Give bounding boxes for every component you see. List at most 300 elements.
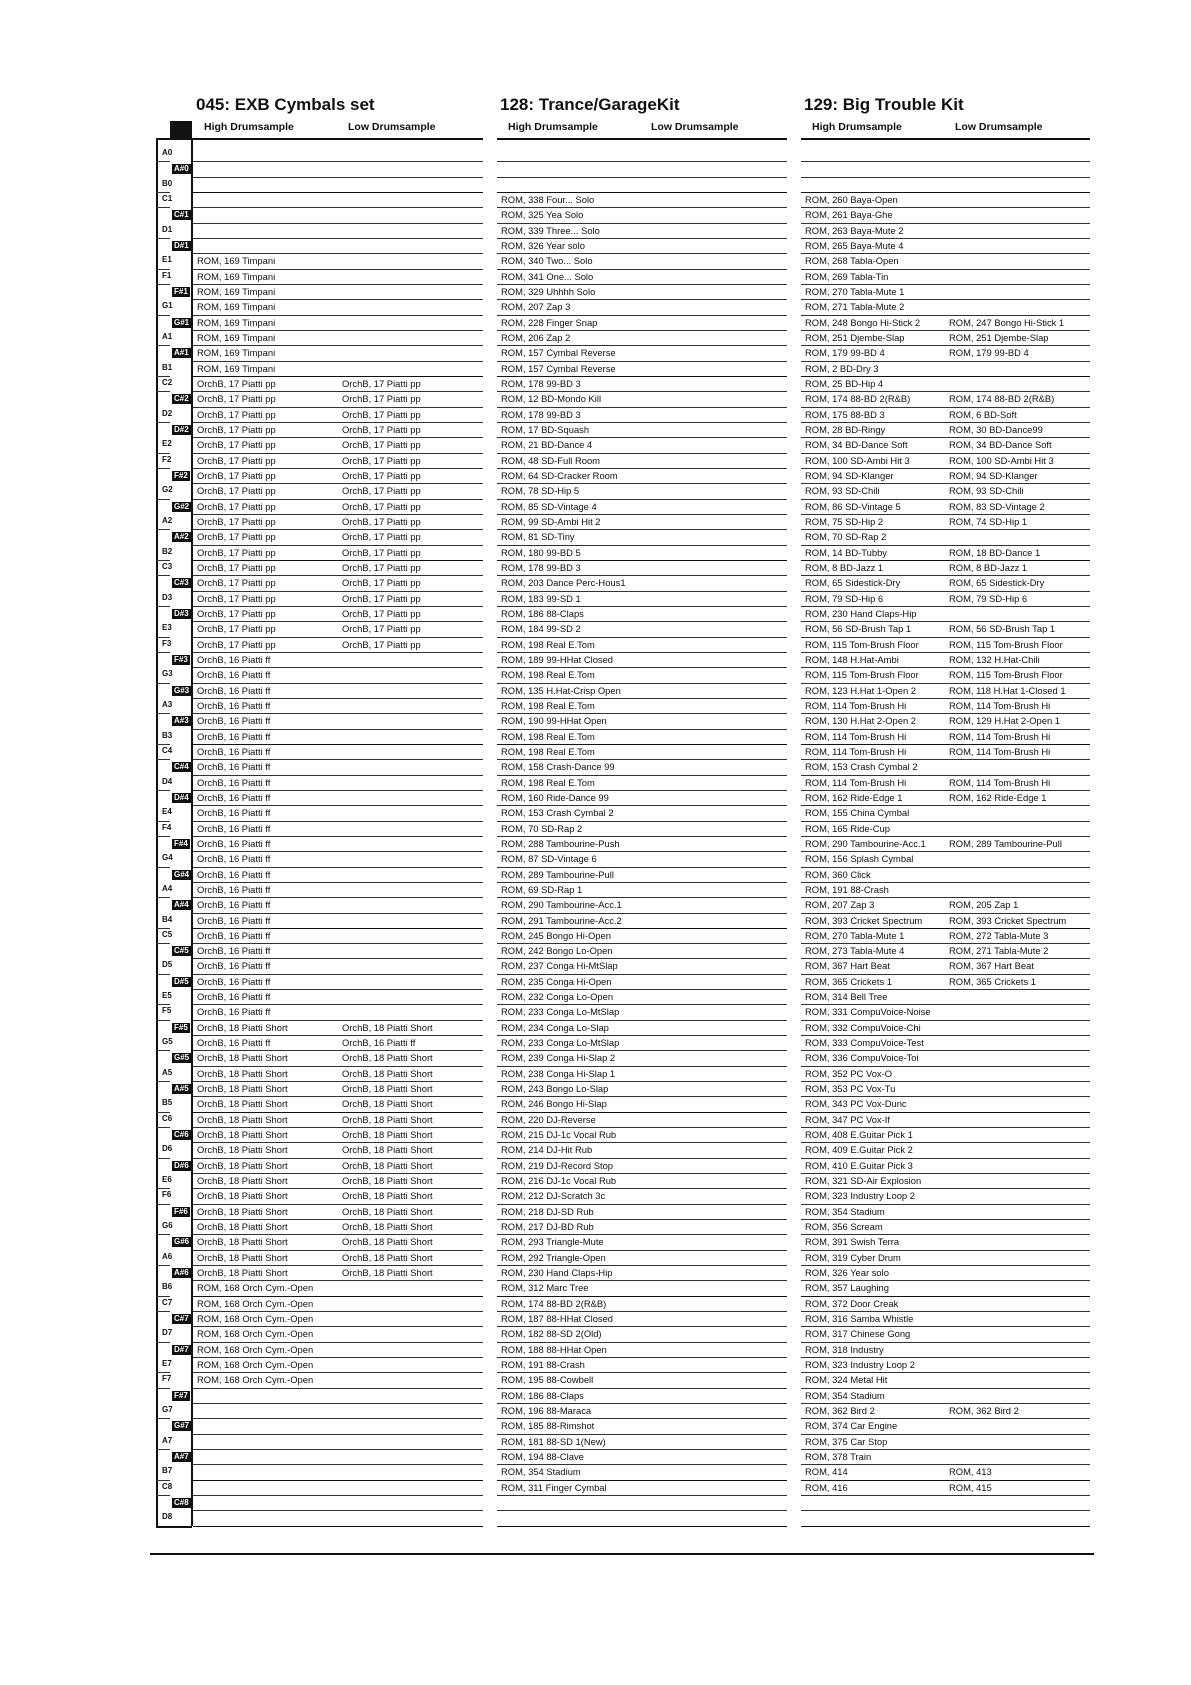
high-drumsample-cell: ROM, 115 Tom-Brush Floor [805, 638, 919, 650]
high-drumsample-cell: ROM, 354 Stadium [501, 1466, 581, 1478]
row-separator [801, 1510, 1090, 1511]
high-drumsample-cell: OrchB, 17 Piatti pp [197, 546, 276, 558]
key-separator [156, 652, 170, 653]
high-drumsample-cell: OrchB, 16 Piatti ff [197, 791, 271, 803]
row-separator [193, 591, 483, 592]
row-separator [193, 376, 483, 377]
key-label: F7 [162, 1374, 172, 1384]
key-label: D#2 [174, 424, 189, 434]
row-separator [801, 529, 1090, 530]
low-drumsample-cell: ROM, 162 Ride-Edge 1 [949, 791, 1047, 803]
row-separator [801, 422, 1090, 423]
low-drumsample-header: Low Drumsample [651, 121, 739, 133]
high-drumsample-cell: ROM, 56 SD-Brush Tap 1 [805, 623, 912, 635]
row-separator [497, 161, 787, 162]
row-separator [497, 1158, 787, 1159]
high-drumsample-cell: ROM, 239 Conga Hi-Slap 2 [501, 1052, 616, 1064]
key-label: D#4 [174, 792, 189, 802]
row-separator [497, 1020, 787, 1021]
key-label: G#1 [174, 317, 190, 327]
row-separator [193, 238, 483, 239]
row-separator [801, 1495, 1090, 1496]
row-separator [497, 1372, 787, 1373]
high-drumsample-cell: ROM, 198 Real E.Tom [501, 699, 595, 711]
high-drumsample-cell: ROM, 187 88-HHat Closed [501, 1313, 614, 1325]
high-drumsample-cell: ROM, 316 Samba Whistle [805, 1313, 914, 1325]
key-label: B2 [162, 546, 173, 556]
footer-rule [150, 1553, 1094, 1555]
row-separator [497, 422, 787, 423]
key-label: C5 [162, 929, 173, 939]
key-separator [156, 192, 170, 193]
row-separator [801, 805, 1090, 806]
low-drumsample-cell: ROM, 272 Tabla-Mute 3 [949, 929, 1049, 941]
row-separator [193, 1342, 483, 1343]
high-drumsample-header: High Drumsample [508, 121, 598, 133]
high-drumsample-cell: ROM, 70 SD-Rap 2 [805, 531, 887, 543]
high-drumsample-cell: ROM, 339 Three... Solo [501, 224, 600, 236]
row-separator [193, 499, 483, 500]
row-separator [801, 713, 1090, 714]
key-label: C7 [162, 1297, 173, 1307]
row-separator [497, 790, 787, 791]
high-drumsample-cell: ROM, 203 Dance Perc-Hous1 [501, 577, 626, 589]
key-separator [156, 391, 170, 392]
high-drumsample-cell: ROM, 207 Zap 3 [805, 899, 875, 911]
high-drumsample-cell: ROM, 169 Timpani [197, 255, 276, 267]
high-drumsample-cell: ROM, 114 Tom-Brush Hi [805, 699, 907, 711]
row-separator [193, 1234, 483, 1235]
key-separator [156, 790, 170, 791]
low-drumsample-cell: ROM, 6 BD-Soft [949, 408, 1017, 420]
row-separator [497, 1280, 787, 1281]
keyboard-bottom-rule [156, 1526, 192, 1528]
key-label: C#2 [174, 394, 189, 404]
high-drumsample-cell: ROM, 214 DJ-Hit Rub [501, 1144, 593, 1156]
high-drumsample-cell: ROM, 215 DJ-1c Vocal Rub [501, 1129, 617, 1141]
high-drumsample-cell: OrchB, 16 Piatti ff [197, 975, 271, 987]
row-separator [497, 238, 787, 239]
low-drumsample-cell: OrchB, 17 Piatti pp [342, 531, 421, 543]
row-separator [497, 407, 787, 408]
low-drumsample-cell: ROM, 129 H.Hat 2-Open 1 [949, 715, 1060, 727]
row-separator [193, 483, 483, 484]
high-drumsample-cell: ROM, 326 Year solo [805, 1267, 889, 1279]
key-separator [156, 1311, 170, 1312]
low-drumsample-cell: ROM, 94 SD-Klanger [949, 469, 1038, 481]
high-drumsample-cell: ROM, 360 Click [805, 868, 871, 880]
low-drumsample-cell: OrchB, 17 Piatti pp [342, 485, 421, 497]
row-separator [193, 422, 483, 423]
row-separator [193, 1372, 483, 1373]
key-label: A#4 [174, 900, 189, 910]
low-drumsample-cell: ROM, 114 Tom-Brush Hi [949, 776, 1051, 788]
row-separator [801, 1020, 1090, 1021]
high-drumsample-cell: ROM, 343 PC Vox-Dunc [805, 1098, 907, 1110]
row-separator [497, 1081, 787, 1082]
row-separator [193, 759, 483, 760]
high-drumsample-cell: OrchB, 17 Piatti pp [197, 638, 276, 650]
row-separator [497, 591, 787, 592]
key-label: B0 [162, 178, 173, 188]
high-drumsample-cell: ROM, 188 88-HHat Open [501, 1343, 607, 1355]
high-drumsample-cell: ROM, 323 Industry Loop 2 [805, 1190, 915, 1202]
row-separator [193, 1434, 483, 1435]
high-drumsample-cell: ROM, 148 H.Hat-Ambi [805, 653, 899, 665]
key-label: A#0 [174, 164, 189, 174]
high-drumsample-cell: ROM, 414 [805, 1466, 848, 1478]
row-separator [193, 391, 483, 392]
high-drumsample-cell: ROM, 81 SD-Tiny [501, 531, 575, 543]
key-separator [156, 1158, 170, 1159]
key-label: C#1 [174, 210, 189, 220]
row-separator [801, 1464, 1090, 1465]
high-drumsample-cell: ROM, 175 88-BD 3 [805, 408, 885, 420]
row-separator [497, 851, 787, 852]
row-separator [801, 177, 1090, 178]
row-separator [801, 1219, 1090, 1220]
row-separator [801, 1434, 1090, 1435]
row-separator [497, 821, 787, 822]
high-drumsample-cell: ROM, 326 Year solo [501, 239, 585, 251]
row-separator [801, 1142, 1090, 1143]
high-drumsample-cell: OrchB, 16 Piatti ff [197, 883, 271, 895]
high-drumsample-cell: ROM, 158 Crash-Dance 99 [501, 761, 615, 773]
row-separator [497, 560, 787, 561]
row-separator [193, 698, 483, 699]
low-drumsample-cell: ROM, 115 Tom-Brush Floor [949, 638, 1063, 650]
low-drumsample-cell: ROM, 114 Tom-Brush Hi [949, 730, 1051, 742]
row-separator [801, 1265, 1090, 1266]
high-drumsample-cell: ROM, 362 Bird 2 [805, 1405, 875, 1417]
row-separator [497, 529, 787, 530]
row-separator [193, 775, 483, 776]
row-separator [801, 545, 1090, 546]
row-separator [193, 1403, 483, 1404]
key-label: B3 [162, 730, 173, 740]
low-drumsample-cell: ROM, 30 BD-Dance99 [949, 423, 1043, 435]
key-separator [156, 269, 170, 270]
high-drumsample-cell: ROM, 99 SD-Ambi Hit 2 [501, 515, 601, 527]
high-drumsample-cell: OrchB, 16 Piatti ff [197, 669, 271, 681]
high-drumsample-cell: ROM, 235 Conga Hi-Open [501, 975, 612, 987]
high-drumsample-cell: ROM, 416 [805, 1481, 848, 1493]
row-separator [497, 1388, 787, 1389]
row-separator [497, 928, 787, 929]
high-drumsample-cell: OrchB, 17 Piatti pp [197, 623, 276, 635]
high-drumsample-cell: OrchB, 17 Piatti pp [197, 577, 276, 589]
key-separator [156, 529, 170, 530]
high-drumsample-cell: ROM, 263 Baya-Mute 2 [805, 224, 904, 236]
key-label: E3 [162, 623, 172, 633]
low-drumsample-cell: OrchB, 17 Piatti pp [342, 561, 421, 573]
high-drumsample-cell: ROM, 325 Yea Solo [501, 209, 584, 221]
row-separator [801, 667, 1090, 668]
key-label: C4 [162, 745, 173, 755]
row-separator [497, 1204, 787, 1205]
row-separator [801, 253, 1090, 254]
row-separator [497, 1234, 787, 1235]
high-drumsample-cell: ROM, 169 Timpani [197, 301, 276, 313]
row-separator [801, 1112, 1090, 1113]
high-drumsample-cell: ROM, 153 Crash Cymbal 2 [501, 807, 614, 819]
row-separator [193, 1219, 483, 1220]
low-drumsample-cell: OrchB, 17 Piatti pp [342, 408, 421, 420]
low-drumsample-cell: OrchB, 18 Piatti Short [342, 1190, 433, 1202]
high-drumsample-cell: ROM, 293 Triangle-Mute [501, 1236, 604, 1248]
row-separator [193, 1004, 483, 1005]
high-drumsample-cell: ROM, 195 88-Cowbell [501, 1374, 594, 1386]
key-separator [156, 1388, 170, 1389]
high-drumsample-cell: ROM, 356 Scream [805, 1221, 883, 1233]
key-label: A0 [162, 148, 173, 157]
high-drumsample-cell: ROM, 329 Uhhhh Solo [501, 285, 596, 297]
row-separator [193, 621, 483, 622]
row-separator [193, 1311, 483, 1312]
high-drumsample-cell: ROM, 265 Baya-Mute 4 [805, 239, 904, 251]
low-drumsample-cell: ROM, 56 SD-Brush Tap 1 [949, 623, 1056, 635]
row-separator [801, 299, 1090, 300]
row-separator [497, 775, 787, 776]
row-separator [497, 1050, 787, 1051]
row-separator [193, 1204, 483, 1205]
high-drumsample-cell: ROM, 198 Real E.Tom [501, 730, 595, 742]
row-separator [497, 1142, 787, 1143]
key-label: G5 [162, 1037, 173, 1047]
key-separator [156, 897, 170, 898]
row-separator [497, 1311, 787, 1312]
row-separator [801, 514, 1090, 515]
row-separator [497, 468, 787, 469]
key-label: C#6 [174, 1130, 189, 1140]
key-label: C2 [162, 377, 173, 387]
key-label: D4 [162, 776, 173, 786]
low-drumsample-cell: OrchB, 18 Piatti Short [342, 1052, 433, 1064]
row-separator [193, 637, 483, 638]
key-separator [156, 1449, 170, 1450]
row-separator [801, 1388, 1090, 1389]
high-drumsample-cell: ROM, 115 Tom-Brush Floor [805, 669, 919, 681]
row-separator [193, 361, 483, 362]
high-drumsample-cell: ROM, 75 SD-Hip 2 [805, 515, 884, 527]
row-separator [193, 913, 483, 914]
key-separator [156, 713, 170, 714]
high-drumsample-cell: OrchB, 16 Piatti ff [197, 684, 271, 696]
row-separator [801, 683, 1090, 684]
row-separator [497, 729, 787, 730]
row-separator [801, 284, 1090, 285]
high-drumsample-cell: ROM, 8 BD-Jazz 1 [805, 561, 884, 573]
high-drumsample-cell: ROM, 323 Industry Loop 2 [805, 1359, 915, 1371]
high-drumsample-cell: ROM, 290 Tambourine-Acc.1 [805, 837, 926, 849]
high-drumsample-cell: ROM, 25 BD-Hip 4 [805, 377, 884, 389]
high-drumsample-cell: ROM, 409 E.Guitar Pick 2 [805, 1144, 913, 1156]
row-separator [497, 621, 787, 622]
key-separator [156, 238, 170, 239]
row-separator [801, 1311, 1090, 1312]
row-separator [801, 269, 1090, 270]
key-label: B4 [162, 914, 173, 924]
row-separator [193, 1480, 483, 1481]
high-drumsample-cell: OrchB, 18 Piatti Short [197, 1236, 288, 1248]
row-separator [497, 759, 787, 760]
row-separator [497, 805, 787, 806]
high-drumsample-cell: ROM, 160 Ride-Dance 99 [501, 791, 609, 803]
row-separator [801, 1066, 1090, 1067]
high-drumsample-cell: ROM, 157 Cymbal Reverse [501, 362, 616, 374]
high-drumsample-cell: ROM, 238 Conga Hi-Slap 1 [501, 1067, 616, 1079]
row-separator [193, 667, 483, 668]
key-label: A#1 [174, 348, 189, 358]
high-drumsample-cell: ROM, 347 PC Vox-If [805, 1113, 890, 1125]
row-separator [801, 575, 1090, 576]
high-drumsample-cell: ROM, 217 DJ-BD Rub [501, 1221, 594, 1233]
low-drumsample-cell: ROM, 118 H.Hat 1-Closed 1 [949, 684, 1066, 696]
low-drumsample-cell: ROM, 132 H.Hat-Chili [949, 653, 1040, 665]
low-drumsample-cell: OrchB, 17 Piatti pp [342, 638, 421, 650]
high-drumsample-cell: OrchB, 17 Piatti pp [197, 393, 276, 405]
key-label: G1 [162, 301, 173, 311]
row-separator [193, 223, 483, 224]
high-drumsample-cell: ROM, 319 Cyber Drum [805, 1251, 901, 1263]
row-separator [801, 1204, 1090, 1205]
high-drumsample-cell: ROM, 48 SD-Full Room [501, 454, 600, 466]
row-separator [801, 560, 1090, 561]
high-drumsample-cell: OrchB, 18 Piatti Short [197, 1098, 288, 1110]
key-label: A6 [162, 1251, 173, 1261]
high-drumsample-cell: ROM, 410 E.Guitar Pick 3 [805, 1159, 913, 1171]
high-drumsample-cell: ROM, 65 Sidestick-Dry [805, 577, 901, 589]
row-separator [193, 1296, 483, 1297]
key-label: E2 [162, 439, 172, 449]
row-separator [193, 284, 483, 285]
row-separator [497, 177, 787, 178]
low-drumsample-cell: OrchB, 18 Piatti Short [342, 1175, 433, 1187]
row-separator [801, 1449, 1090, 1450]
row-separator [801, 1280, 1090, 1281]
high-drumsample-cell: OrchB, 18 Piatti Short [197, 1175, 288, 1187]
high-drumsample-cell: ROM, 182 88-SD 2(Old) [501, 1328, 602, 1340]
low-drumsample-cell: ROM, 114 Tom-Brush Hi [949, 745, 1051, 757]
row-separator [497, 207, 787, 208]
key-label: D8 [162, 1512, 173, 1522]
key-label: F6 [162, 1190, 172, 1200]
row-separator [497, 1004, 787, 1005]
high-drumsample-cell: ROM, 332 CompuVoice-Chi [805, 1021, 921, 1033]
key-label: E5 [162, 991, 172, 1001]
high-drumsample-cell: ROM, 185 88-Rimshot [501, 1420, 595, 1432]
high-drumsample-cell: ROM, 93 SD-Chili [805, 485, 880, 497]
row-separator [801, 851, 1090, 852]
key-label: G#3 [174, 685, 190, 695]
high-drumsample-cell: ROM, 179 99-BD 4 [805, 347, 885, 359]
high-drumsample-cell: ROM, 260 Baya-Open [805, 193, 898, 205]
high-drumsample-cell: OrchB, 16 Piatti ff [197, 822, 271, 834]
row-separator [193, 207, 483, 208]
key-label: A7 [162, 1435, 173, 1445]
high-drumsample-cell: ROM, 198 Real E.Tom [501, 776, 595, 788]
row-separator [193, 1464, 483, 1465]
row-separator [193, 805, 483, 806]
high-drumsample-cell: ROM, 180 99-BD 5 [501, 546, 581, 558]
key-separator [156, 1265, 170, 1266]
high-drumsample-cell: OrchB, 18 Piatti Short [197, 1267, 288, 1279]
high-drumsample-cell: ROM, 216 DJ-1c Vocal Rub [501, 1175, 617, 1187]
low-drumsample-cell: ROM, 413 [949, 1466, 992, 1478]
high-drumsample-cell: OrchB, 18 Piatti Short [197, 1159, 288, 1171]
high-drumsample-cell: OrchB, 18 Piatti Short [197, 1190, 288, 1202]
high-drumsample-cell: OrchB, 17 Piatti pp [197, 531, 276, 543]
high-drumsample-cell: ROM, 273 Tabla-Mute 4 [805, 945, 905, 957]
key-label: D6 [162, 1144, 173, 1154]
high-drumsample-cell: ROM, 168 Orch Cym.-Open [197, 1313, 314, 1325]
high-drumsample-cell: ROM, 153 Crash Cymbal 2 [805, 761, 918, 773]
row-separator [497, 315, 787, 316]
high-drumsample-cell: ROM, 233 Conga Lo-MtSlap [501, 1037, 620, 1049]
key-label: C3 [162, 561, 173, 571]
row-separator [497, 1326, 787, 1327]
row-separator [193, 606, 483, 607]
row-separator [193, 1250, 483, 1251]
key-label: G4 [162, 853, 173, 863]
high-drumsample-cell: ROM, 198 Real E.Tom [501, 638, 595, 650]
key-separator [156, 1004, 170, 1005]
low-drumsample-cell: ROM, 114 Tom-Brush Hi [949, 699, 1051, 711]
key-separator [156, 759, 170, 760]
row-separator [497, 345, 787, 346]
high-drumsample-cell: ROM, 340 Two... Solo [501, 255, 593, 267]
high-drumsample-cell: ROM, 178 99-BD 3 [501, 377, 581, 389]
high-drumsample-cell: OrchB, 18 Piatti Short [197, 1113, 288, 1125]
high-drumsample-cell: ROM, 178 99-BD 3 [501, 561, 581, 573]
high-drumsample-cell: ROM, 261 Baya-Ghe [805, 209, 893, 221]
key-separator [156, 560, 170, 561]
key-separator [156, 1296, 170, 1297]
row-separator [801, 330, 1090, 331]
row-separator [801, 1296, 1090, 1297]
row-separator [193, 713, 483, 714]
high-drumsample-cell: ROM, 290 Tambourine-Acc.1 [501, 899, 622, 911]
low-drumsample-cell: ROM, 74 SD-Hip 1 [949, 515, 1028, 527]
row-separator [193, 453, 483, 454]
row-separator [497, 958, 787, 959]
high-drumsample-cell: ROM, 87 SD-Vintage 6 [501, 853, 597, 865]
key-label: E1 [162, 255, 172, 265]
high-drumsample-cell: ROM, 123 H.Hat 1-Open 2 [805, 684, 916, 696]
high-drumsample-cell: ROM, 17 BD-Squash [501, 423, 590, 435]
key-separator [156, 376, 170, 377]
key-separator [156, 1127, 170, 1128]
row-separator [801, 376, 1090, 377]
row-separator [193, 836, 483, 837]
key-label: B1 [162, 362, 173, 372]
high-drumsample-cell: ROM, 100 SD-Ambi Hit 3 [805, 454, 910, 466]
row-separator [801, 698, 1090, 699]
row-separator [801, 1403, 1090, 1404]
high-drumsample-cell: OrchB, 16 Piatti ff [197, 899, 271, 911]
row-separator [801, 652, 1090, 653]
key-separator [156, 1342, 170, 1343]
high-drumsample-cell: ROM, 270 Tabla-Mute 1 [805, 929, 905, 941]
high-drumsample-cell: ROM, 156 Splash Cymbal [805, 853, 914, 865]
row-separator [193, 943, 483, 944]
high-drumsample-cell: ROM, 174 88-BD 2(R&B) [501, 1297, 607, 1309]
row-separator [801, 897, 1090, 898]
key-separator [156, 821, 170, 822]
row-separator [497, 1418, 787, 1419]
high-drumsample-cell: ROM, 243 Bongo Lo-Slap [501, 1083, 609, 1095]
low-drumsample-cell: ROM, 289 Tambourine-Pull [949, 837, 1062, 849]
